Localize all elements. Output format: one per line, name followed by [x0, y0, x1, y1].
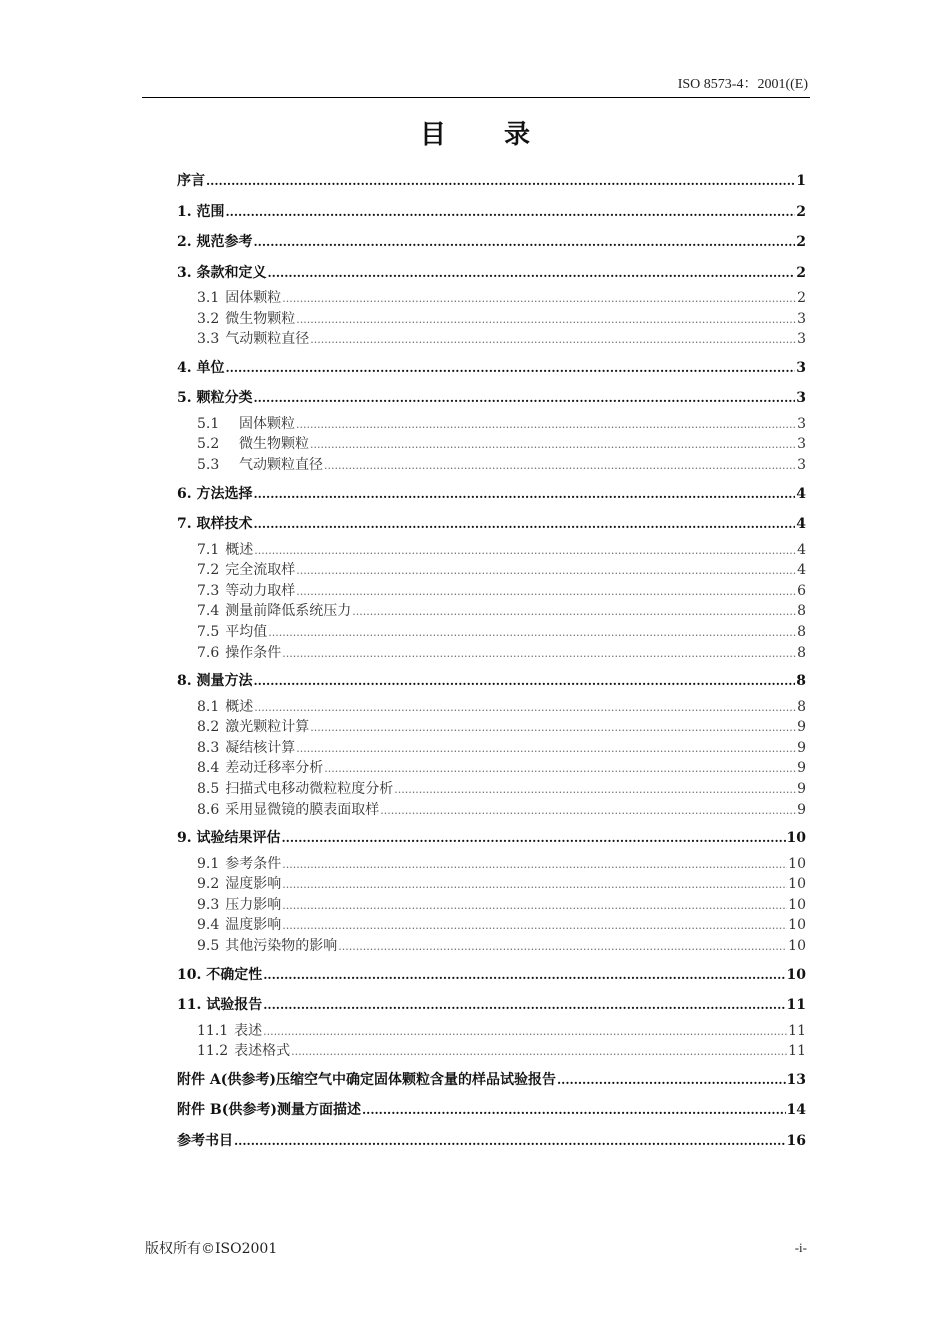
toc-section-number: 11.1 — [197, 1022, 229, 1039]
toc-subentry[interactable] — [177, 1041, 806, 1062]
toc-entry-label: 9. 试验结果评估 — [177, 830, 281, 847]
toc-section-title: 湿度影响 — [225, 876, 282, 893]
toc-entry[interactable] — [177, 1065, 806, 1096]
toc-subentry[interactable] — [177, 697, 806, 718]
toc-entry-label: 附件 B(供参考)测量方面描述 — [177, 1102, 361, 1119]
toc-entry-label — [197, 758, 323, 779]
toc-entry[interactable] — [177, 823, 806, 854]
toc-subentry[interactable] — [177, 434, 806, 455]
toc-leader-dots — [310, 435, 796, 455]
toc-subentry[interactable] — [177, 455, 806, 476]
toc-subentry[interactable] — [177, 915, 806, 936]
toc-section-number: 7.2 — [197, 562, 220, 579]
toc-page-number: 3 — [797, 456, 806, 473]
toc-leader-dots — [394, 780, 796, 800]
toc-entry-label: 序言 — [177, 173, 205, 189]
toc-page-number: 3 — [796, 359, 806, 376]
toc-entry-label — [197, 936, 337, 957]
toc-section-number: 8.2 — [197, 719, 220, 736]
toc-leader-dots — [268, 258, 796, 289]
toc-leader-dots — [226, 353, 796, 384]
toc-entry-label: 2. 规范参考 — [177, 234, 253, 250]
toc-entry-label — [197, 779, 393, 800]
toc-entry[interactable] — [177, 509, 806, 540]
toc-subentry[interactable] — [177, 560, 806, 581]
toc-section-title: 概述 — [225, 698, 254, 715]
toc-leader-dots — [296, 739, 796, 759]
toc-page-number: 10 — [788, 917, 806, 934]
toc-section-number: 9.4 — [197, 917, 220, 934]
toc-section-number: 3.3 — [197, 331, 220, 348]
toc-section-title: 等动力取样 — [225, 582, 296, 599]
toc-page-number: 4 — [797, 562, 806, 579]
toc-leader-dots — [282, 644, 796, 664]
toc-leader-dots — [254, 509, 796, 540]
toc-entry-label — [197, 288, 281, 309]
toc-leader-dots — [380, 801, 796, 821]
toc-section-number: 8.1 — [197, 698, 220, 715]
toc-subentry[interactable] — [177, 581, 806, 602]
toc-entry[interactable] — [177, 258, 806, 289]
toc-entry-label — [197, 622, 267, 643]
toc-page-number: 11 — [788, 1022, 806, 1039]
toc-section-title: 平均值 — [225, 623, 268, 640]
toc-entry-label — [197, 800, 379, 821]
toc-entry-label — [197, 874, 281, 895]
toc-subentry[interactable] — [177, 854, 806, 875]
toc-entry[interactable] — [177, 227, 806, 258]
toc-entry-label — [197, 581, 295, 602]
toc-leader-dots — [263, 1022, 787, 1042]
toc-section-number: 9.5 — [197, 938, 220, 955]
toc-page-number: 10 — [788, 855, 806, 872]
toc-section-number: 7.1 — [197, 541, 220, 558]
toc-page-number: 6 — [797, 582, 806, 599]
toc-entry-label — [197, 540, 253, 561]
toc-section-number: 7.3 — [197, 582, 220, 599]
toc-entry-label — [197, 601, 351, 622]
toc-page-number: 3 — [796, 390, 806, 407]
toc-leader-dots — [268, 623, 796, 643]
toc-leader-dots — [362, 1095, 786, 1126]
toc-entry-label — [197, 309, 295, 330]
toc-page-number: 8 — [797, 623, 806, 640]
toc-section-title: 扫描式电移动微粒粒度分析 — [225, 781, 394, 797]
toc-entry-label: 参考书目 — [177, 1132, 233, 1149]
toc-section-number: 9.1 — [197, 855, 220, 872]
toc-section-title: 微生物颗粒 — [239, 436, 309, 453]
toc-leader-dots — [282, 289, 796, 309]
toc-section-number: 3.2 — [197, 310, 220, 327]
toc-entry[interactable] — [177, 383, 806, 414]
toc-page-number: 2 — [796, 234, 806, 250]
toc-section-number: 5.3 — [197, 456, 220, 473]
toc-page-number: 11 — [788, 1043, 806, 1060]
toc-page-number: 3 — [797, 331, 806, 348]
toc-section-title: 气动颗粒直径 — [225, 331, 310, 348]
copyright-notice: 版权所有©ISO2001 — [145, 1241, 278, 1257]
toc-entry[interactable] — [177, 353, 806, 384]
toc-page-number: 3 — [797, 415, 806, 432]
toc-entry-label — [197, 854, 281, 875]
toc-subentry[interactable] — [177, 643, 806, 664]
toc-entry-label — [197, 738, 295, 759]
page-title: 目 录 — [419, 120, 546, 150]
toc-leader-dots — [206, 166, 795, 197]
toc-leader-dots — [338, 937, 787, 957]
toc-section-number: 9.3 — [197, 896, 220, 913]
toc-leader-dots — [296, 415, 796, 435]
toc-leader-dots — [254, 479, 796, 510]
toc-leader-dots — [282, 916, 787, 936]
toc-section-number: 3.1 — [197, 290, 220, 306]
table-of-contents — [177, 166, 806, 1156]
toc-page-number: 8 — [796, 673, 806, 690]
toc-leader-dots — [296, 561, 796, 581]
toc-section-number: 8.3 — [197, 739, 220, 756]
toc-leader-dots — [296, 582, 796, 602]
toc-section-number: 9.2 — [197, 876, 220, 893]
toc-section-title: 完全流取样 — [225, 562, 296, 579]
toc-page-number: 2 — [797, 290, 806, 306]
toc-leader-dots — [310, 330, 796, 350]
toc-page-number: 14 — [786, 1102, 806, 1119]
toc-subentry[interactable] — [177, 717, 806, 738]
toc-leader-dots — [296, 310, 796, 330]
toc-leader-dots — [557, 1065, 786, 1096]
toc-entry-label — [197, 643, 281, 664]
toc-leader-dots — [282, 896, 787, 916]
toc-entry-label: 4. 单位 — [177, 359, 225, 376]
toc-entry-label: 附件 A(供参考)压缩空气中确定固体颗粒含量的样品试验报告 — [177, 1071, 556, 1088]
toc-entry-label — [197, 560, 295, 581]
toc-leader-dots — [234, 1126, 786, 1157]
toc-leader-dots — [254, 227, 796, 258]
toc-leader-dots — [324, 456, 796, 476]
toc-page-number: 9 — [797, 719, 806, 736]
toc-section-title: 测量前降低系统压力 — [225, 603, 352, 620]
toc-subentry[interactable] — [177, 540, 806, 561]
toc-page-number: 4 — [796, 485, 806, 502]
toc-subentry[interactable] — [177, 414, 806, 435]
toc-leader-dots — [282, 823, 786, 854]
header-rule — [142, 97, 810, 98]
toc-section-title: 压力影响 — [225, 896, 282, 913]
toc-section-title: 激光颗粒计算 — [225, 719, 310, 736]
toc-page-number: 8 — [797, 644, 806, 661]
toc-section-title: 其他污染物的影响 — [225, 938, 338, 955]
toc-section-number: 11.2 — [197, 1043, 229, 1060]
toc-section-title: 温度影响 — [225, 917, 282, 934]
toc-entry-label — [197, 434, 309, 455]
toc-page-number: 3 — [797, 310, 806, 327]
toc-page-number: 2 — [796, 203, 806, 220]
toc-entry[interactable] — [177, 666, 806, 697]
toc-leader-dots — [352, 602, 796, 622]
toc-entry-label — [197, 717, 309, 738]
toc-section-number: 8.6 — [197, 801, 220, 818]
toc-section-title: 微生物颗粒 — [225, 310, 296, 327]
toc-page-number: 16 — [786, 1132, 806, 1149]
toc-subentry[interactable] — [177, 779, 806, 800]
toc-section-number: 8.4 — [197, 760, 220, 777]
toc-leader-dots — [282, 875, 787, 895]
toc-leader-dots — [324, 759, 796, 779]
toc-entry-label: 11. 试验报告 — [177, 997, 263, 1014]
toc-entry-label — [197, 895, 281, 916]
toc-page-number: 2 — [796, 264, 806, 281]
toc-section-number: 7.4 — [197, 603, 220, 620]
toc-section-title: 参考条件 — [225, 855, 282, 872]
toc-page-number: 11 — [786, 997, 806, 1014]
toc-page-number: 9 — [797, 760, 806, 777]
toc-entry-label: 3. 条款和定义 — [177, 264, 267, 281]
toc-subentry[interactable] — [177, 329, 806, 350]
toc-entry-label — [197, 1041, 290, 1062]
toc-page-number: 9 — [797, 739, 806, 756]
toc-section-title: 凝结核计算 — [225, 739, 296, 756]
toc-page-number: 13 — [786, 1071, 806, 1088]
toc-entry-label — [197, 1021, 262, 1042]
toc-subentry[interactable] — [177, 800, 806, 821]
toc-leader-dots — [310, 718, 796, 738]
toc-page-number: 10 — [786, 830, 806, 847]
toc-subentry[interactable] — [177, 288, 806, 309]
toc-entry-label — [197, 329, 309, 350]
toc-section-title: 固体颗粒 — [239, 415, 295, 432]
toc-page-number: 9 — [797, 801, 806, 818]
toc-leader-dots — [282, 855, 787, 875]
toc-leader-dots — [254, 698, 796, 718]
toc-page-number: 9 — [797, 781, 806, 797]
toc-section-number: 5.1 — [197, 415, 220, 432]
toc-subentry[interactable] — [177, 874, 806, 895]
toc-subentry[interactable] — [177, 601, 806, 622]
toc-entry-label: 1. 范围 — [177, 203, 225, 220]
toc-entry[interactable] — [177, 1095, 806, 1126]
toc-entry-label: 8. 测量方法 — [177, 673, 253, 690]
toc-entry-label: 5. 颗粒分类 — [177, 390, 253, 407]
toc-entry[interactable] — [177, 479, 806, 510]
toc-leader-dots — [254, 383, 796, 414]
toc-subentry[interactable] — [177, 758, 806, 779]
toc-section-title: 气动颗粒直径 — [239, 456, 323, 473]
toc-entry-label — [197, 915, 281, 936]
document-code: ISO 8573-4：2001((E) — [677, 77, 808, 92]
toc-section-title: 差动迁移率分析 — [225, 760, 324, 777]
toc-subentry[interactable] — [177, 309, 806, 330]
toc-entry[interactable] — [177, 960, 806, 991]
toc-leader-dots — [263, 990, 785, 1021]
toc-entry[interactable] — [177, 1126, 806, 1157]
toc-entry-label — [197, 455, 323, 476]
toc-subentry[interactable] — [177, 738, 806, 759]
toc-section-title: 固体颗粒 — [225, 290, 282, 306]
toc-entry-label: 7. 取样技术 — [177, 516, 253, 533]
toc-section-number: 8.5 — [197, 781, 220, 797]
toc-section-title: 表述 — [234, 1022, 263, 1039]
toc-section-title: 概述 — [225, 541, 254, 558]
toc-entry-label — [197, 414, 295, 435]
toc-leader-dots — [254, 666, 796, 697]
toc-section-title: 操作条件 — [225, 644, 282, 661]
page-number: -i- — [794, 1240, 807, 1255]
toc-entry[interactable] — [177, 990, 806, 1021]
toc-page-number: 3 — [797, 436, 806, 453]
toc-page-number: 1 — [796, 173, 806, 189]
toc-page-number: 10 — [788, 876, 806, 893]
toc-entry-label: 6. 方法选择 — [177, 485, 253, 502]
toc-page-number: 10 — [788, 896, 806, 913]
toc-section-title: 表述格式 — [234, 1043, 291, 1060]
toc-section-number: 5.2 — [197, 436, 220, 453]
toc-page-number: 4 — [796, 516, 806, 533]
toc-page-number: 4 — [797, 541, 806, 558]
toc-subentry[interactable] — [177, 936, 806, 957]
toc-page-number: 8 — [797, 603, 806, 620]
toc-subentry[interactable] — [177, 895, 806, 916]
toc-entry[interactable] — [177, 197, 806, 228]
toc-subentry[interactable] — [177, 622, 806, 643]
toc-page-number: 10 — [788, 938, 806, 955]
toc-leader-dots — [254, 541, 796, 561]
toc-section-title: 采用显微镜的膜表面取样 — [225, 801, 380, 818]
toc-entry[interactable] — [177, 166, 806, 197]
toc-subentry[interactable] — [177, 1021, 806, 1042]
toc-leader-dots — [226, 197, 796, 228]
toc-entry-label — [197, 697, 253, 718]
toc-leader-dots — [263, 960, 785, 991]
toc-section-number: 7.6 — [197, 644, 220, 661]
toc-entry-label: 10. 不确定性 — [177, 966, 263, 983]
toc-section-number: 7.5 — [197, 623, 220, 640]
toc-page-number: 8 — [797, 698, 806, 715]
toc-page-number: 10 — [786, 966, 806, 983]
toc-leader-dots — [291, 1042, 787, 1062]
